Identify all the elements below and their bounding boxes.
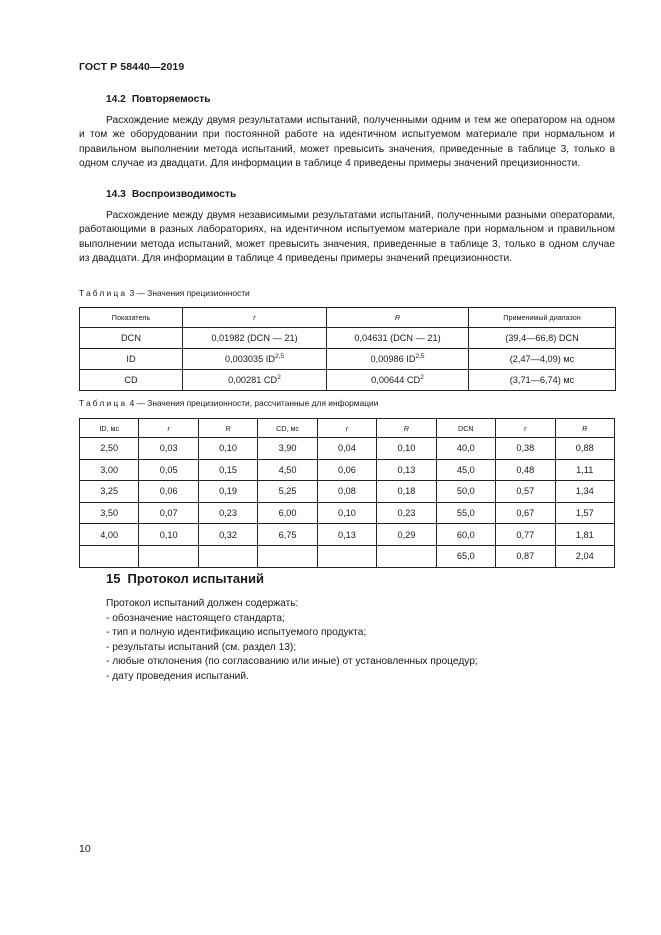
list-item: - обозначение настоящего стандарта; xyxy=(106,612,285,624)
table-cell: 3,50 xyxy=(80,502,139,524)
table-row xyxy=(80,481,615,503)
table-cell: 0,04631 (DCN — 21) xyxy=(327,328,469,349)
header-R: R xyxy=(198,419,257,438)
table-cell: 2,50 xyxy=(80,438,139,460)
table-cell xyxy=(317,545,376,567)
table-cell: 0,06 xyxy=(139,481,198,503)
table-row xyxy=(80,438,615,460)
table-cell: 0,08 xyxy=(317,481,376,503)
section-title: Воспроизводимость xyxy=(131,189,237,200)
table-cell: 0,67 xyxy=(496,502,555,524)
section-14-3-text: Расхождение между двумя независимыми результатами испытаний, полученными разными операторами, работающими в разных лабораториях, на идентичном испытуемом материале при нормальном и правильном выполнении метода испытаний, может превысить значения, приведенные в таблице 3, только в одном случае из двадцати. Для информации в таблице 4 приведены примеры значений прецизионности. xyxy=(79,209,615,265)
table-cell: 0,00986 ID$^{2,5}$ xyxy=(327,349,469,370)
table-cell: 65,0 xyxy=(436,545,495,567)
table-cell: 0,48 xyxy=(496,459,555,481)
header-r: r xyxy=(496,419,555,438)
table-header-row xyxy=(80,419,615,438)
header-cd: CD, мс xyxy=(258,419,317,438)
table-cell xyxy=(80,545,139,567)
table-row xyxy=(80,502,615,524)
table-cell: 3,25 xyxy=(80,481,139,503)
section-14-2-heading xyxy=(79,93,615,108)
precision-info-table xyxy=(79,418,615,568)
list-item: - результаты испытаний (см. раздел 13); xyxy=(106,641,297,653)
table-cell: 0,01982 (DCN — 21) xyxy=(183,328,327,349)
table-cell: 6,00 xyxy=(258,502,317,524)
header-R: R xyxy=(555,419,615,438)
table-cell: 0,07 xyxy=(139,502,198,524)
table-cell: 0,15 xyxy=(198,459,257,481)
table-3-caption xyxy=(79,288,250,298)
table-header-row xyxy=(80,308,616,328)
protocol-contents-list xyxy=(106,597,478,685)
table-cell: 0,38 xyxy=(496,438,555,460)
table-cell: 0,10 xyxy=(198,438,257,460)
table-cell: 50,0 xyxy=(436,481,495,503)
header-indicator: Показатель xyxy=(80,308,183,328)
table-cell xyxy=(377,545,436,567)
section-14-2-text: Расхождение между двумя результатами испытаний, полученными одним и тем же оператором на одном и том же оборудовании при постоянной работе на идентичном испытуемом материале при нормальном и правильном выполнении метода испытаний, может превысить значения, приведенные в таблице 3, только в одном случае из двадцати. Для информации в таблице 4 приведены примеры значений прецизионности. xyxy=(79,114,615,170)
table-cell: 0,87 xyxy=(496,545,555,567)
table-cell: 3,90 xyxy=(258,438,317,460)
table-cell: 45,0 xyxy=(436,459,495,481)
table-cell: 4,50 xyxy=(258,459,317,481)
list-intro: Протокол испытаний должен содержать: xyxy=(106,598,299,609)
table-cell: 1,81 xyxy=(555,524,615,546)
table-cell: 0,19 xyxy=(198,481,257,503)
caption-text: 4 — Значения прецизионности, рассчитанные для информации xyxy=(129,398,379,408)
table-cell: 0,29 xyxy=(377,524,436,546)
table-cell: 60,0 xyxy=(436,524,495,546)
table-row xyxy=(80,328,616,349)
section-number: 14.2 xyxy=(106,94,126,105)
table-cell: 0,05 xyxy=(139,459,198,481)
table-cell: 1,34 xyxy=(555,481,615,503)
table-4-caption xyxy=(79,398,378,408)
table-cell: DCN xyxy=(80,328,183,349)
table-cell: 2,04 xyxy=(555,545,615,567)
table-cell: CD xyxy=(80,370,183,391)
table-cell: 0,13 xyxy=(377,459,436,481)
list-item: - тип и полную идентификацию испытуемого продукта; xyxy=(106,627,367,639)
table-cell: 0,13 xyxy=(317,524,376,546)
table-cell: ID xyxy=(80,349,183,370)
table-cell: 55,0 xyxy=(436,502,495,524)
table-cell: (2,47—4,09) мс xyxy=(469,349,616,370)
table-cell: 4,00 xyxy=(80,524,139,546)
table-cell: 0,04 xyxy=(317,438,376,460)
header-dcn: DCN xyxy=(436,419,495,438)
header-R: R xyxy=(327,308,469,328)
table-cell xyxy=(198,545,257,567)
section-14-3 xyxy=(79,188,615,267)
table-cell: 0,23 xyxy=(198,502,257,524)
caption-label: Таблица xyxy=(79,398,128,408)
table-cell: 0,32 xyxy=(198,524,257,546)
header-r: r xyxy=(183,308,327,328)
table-cell: 5,25 xyxy=(258,481,317,503)
header-range: Применимый диапазон xyxy=(469,308,616,328)
page-number: 10 xyxy=(79,843,91,855)
header-R: R xyxy=(377,419,436,438)
table-cell: 1,11 xyxy=(555,459,615,481)
table-row xyxy=(80,459,615,481)
table-cell: 0,00281 $CD^2$ xyxy=(183,370,327,391)
section-title: Протокол испытаний xyxy=(127,571,264,586)
table-row xyxy=(80,524,615,546)
table-cell: 0,57 xyxy=(496,481,555,503)
precision-table xyxy=(79,307,616,391)
header-id: ID, мс xyxy=(80,419,139,438)
table-cell: 0,003035 ID$^{2,5}$ xyxy=(183,349,327,370)
table-cell: 0,23 xyxy=(377,502,436,524)
section-number: 14.3 xyxy=(106,189,126,200)
section-number: 15 xyxy=(106,571,121,586)
table-cell: 0,06 xyxy=(317,459,376,481)
section-title: Повторяемость xyxy=(131,94,211,105)
table-cell xyxy=(139,545,198,567)
table-row xyxy=(80,545,615,567)
table-row xyxy=(80,370,616,391)
caption-text: 3 — Значения прецизионности xyxy=(129,288,250,298)
table-cell: 40,0 xyxy=(436,438,495,460)
standard-header: ГОСТ Р 58440—2019 xyxy=(79,61,185,73)
table-row xyxy=(80,349,616,370)
table-cell: 0,10 xyxy=(139,524,198,546)
list-item: - любые отклонения (по согласованию или иные) от установленных процедур; xyxy=(106,656,478,668)
table-cell: 6,75 xyxy=(258,524,317,546)
table-cell: (39,4—66,8) DCN xyxy=(469,328,616,349)
table-cell xyxy=(258,545,317,567)
table-cell: 0,18 xyxy=(377,481,436,503)
table-cell: 3,00 xyxy=(80,459,139,481)
section-14-3-heading xyxy=(79,188,615,203)
header-r: r xyxy=(139,419,198,438)
table-cell: 0,00644 $CD^2$ xyxy=(327,370,469,391)
table-cell: 0,77 xyxy=(496,524,555,546)
section-14-2 xyxy=(79,93,615,172)
table-cell: 0,10 xyxy=(377,438,436,460)
section-15-heading xyxy=(106,571,264,586)
table-cell: 0,88 xyxy=(555,438,615,460)
table-cell: 0,03 xyxy=(139,438,198,460)
header-r: r xyxy=(317,419,376,438)
table-cell: (3,71—6,74) мс xyxy=(469,370,616,391)
table-cell: 1,57 xyxy=(555,502,615,524)
table-cell: 0,10 xyxy=(317,502,376,524)
list-item: - дату проведения испытаний. xyxy=(106,670,249,682)
caption-label: Таблица xyxy=(79,288,128,298)
